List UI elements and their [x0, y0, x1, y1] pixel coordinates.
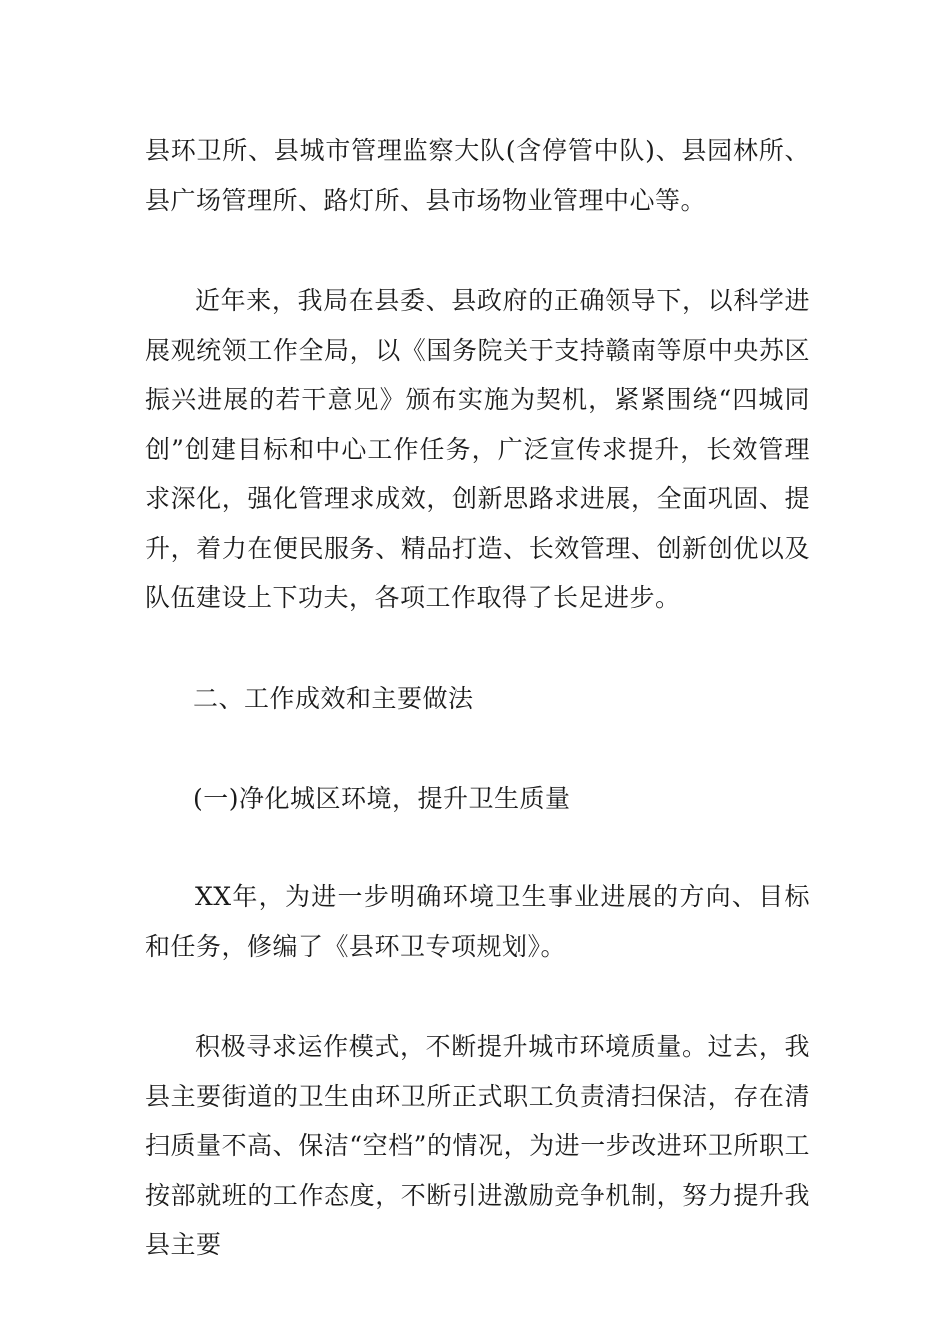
paragraph-overview: 近年来，我局在县委、县政府的正确领导下，以科学进展观统领工作全局，以《国务院关于支持赣南等原中央苏区振兴进展的若干意见》颁布实施为契机，紧紧围绕“四城同创”创建目标和中心工作任务，广泛宣传求提升，长效管理求深化，强化管理求成效，创新思路求进展，全面巩固、提升，着力在便民服务、精品打造、长效管理、创新创优以及队伍建设上下功夫，各项工作取得了长足进步。: [145, 286, 810, 612]
section-heading: 二、工作成效和主要做法: [193, 684, 474, 713]
subsection-heading: (一)净化城区环境，提升卫生质量: [193, 784, 571, 813]
paragraph-planning: XX年，为进一步明确环境卫生事业进展的方向、目标和任务，修编了《县环卫专项规划》。: [145, 882, 810, 961]
paragraph-operation-mode: 积极寻求运作模式，不断提升城市环境质量。过去，我县主要街道的卫生由环卫所正式职工负责清扫保洁，存在清扫质量不高、保洁“空档”的情况，为进一步改进环卫所职工按部就班的工作态度，不断引进激励竞争机制，努力提升我县主要: [145, 1032, 810, 1259]
paragraph-units-list: 县环卫所、县城市管理监察大队(含停管中队)、县园林所、县广场管理所、路灯所、县市场物业管理中心等。: [145, 136, 810, 215]
